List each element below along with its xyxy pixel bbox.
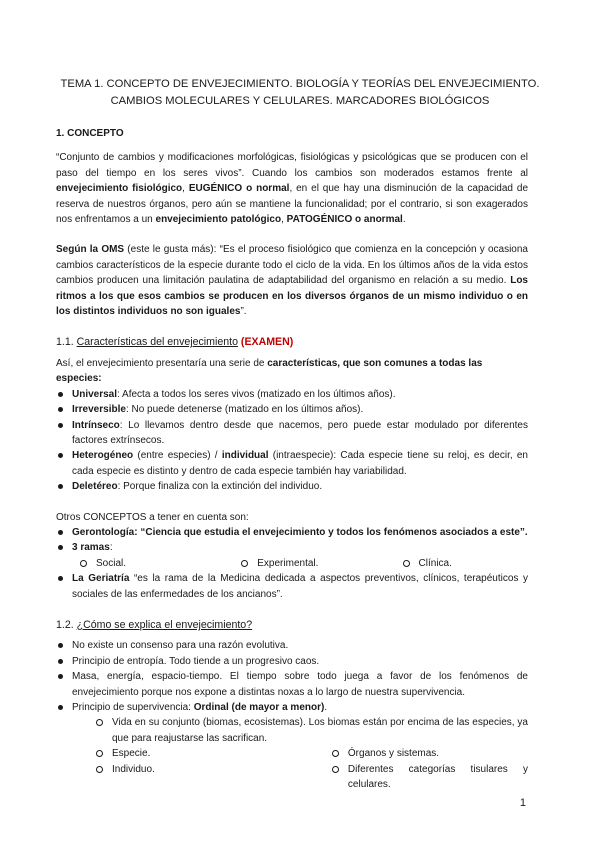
- list-item: [56, 418, 528, 449]
- concept-definition-paragraph: [56, 150, 528, 227]
- list-item: [56, 571, 528, 602]
- characteristics-intro: [56, 356, 528, 387]
- list-item: Experimental.: [241, 556, 402, 571]
- subsection-heading-explicacion: [56, 618, 528, 633]
- exam-tag: (EXAMEN): [240, 336, 294, 349]
- survival-col-left: [72, 746, 332, 792]
- text-run: ,: [281, 214, 287, 226]
- subsection-title: Características del envejecimiento: [76, 336, 238, 349]
- bold-term: PATOGÉNICO o anormal: [286, 214, 403, 226]
- text-run: .: [324, 702, 328, 713]
- text-run: : Afecta a todos los seres vivos (matizado en los últimos años).: [117, 388, 396, 400]
- text-run: :: [109, 542, 113, 554]
- text-run: : No puede detenerse (matizado en los últimos años).: [125, 404, 364, 416]
- list-item: [56, 479, 528, 494]
- list-item: [56, 387, 528, 402]
- text-run: (intraespecie): Cada especie tiene su reloj, es decir, en cada especie es distinto y dentro de cada especie también hay variabilidad.: [72, 450, 528, 477]
- bold-term: : “Ciencia que estudia el envejecimiento y todos los fenómenos asociados a este”.: [134, 526, 528, 538]
- page-title: [60, 76, 540, 110]
- bold-term: características, que son comunes a todas las especies:: [56, 357, 483, 385]
- text-run: : Porque finaliza con la extinción del individuo.: [117, 481, 323, 493]
- list-item: [56, 402, 528, 417]
- survival-col-right: [332, 746, 528, 792]
- text-run: : Lo llevamos dentro desde que nacemos, pero puede estar modulado por diferentes factores extrínsecos.: [72, 419, 528, 446]
- list-item: [56, 540, 528, 571]
- bold-term: Ordinal (de mayor a menor): [193, 702, 325, 713]
- bold-term: individual: [221, 450, 269, 462]
- list-item: Individuo.: [96, 762, 332, 777]
- bold-term: EUGÉNICO o normal: [188, 183, 290, 195]
- text-run: Así, el envejecimiento presentaría una serie de: [56, 357, 268, 369]
- characteristics-list: [56, 387, 528, 495]
- list-item: Diferentes categorías tisulares y celulares.: [332, 762, 528, 793]
- oms-definition-paragraph: [56, 242, 528, 319]
- bold-term: 3 ramas: [72, 542, 110, 554]
- bold-term: Los ritmos a los que esos cambios se producen en los diversos órganos de un mismo individuo o en los distintos individuos no son iguales: [56, 275, 528, 318]
- list-item: [56, 448, 528, 479]
- bold-term: Deletéreo: [72, 481, 118, 493]
- list-item: [56, 700, 528, 792]
- text-run: .: [402, 214, 406, 226]
- survival-grid: [72, 746, 528, 792]
- text-run: ,: [182, 183, 189, 195]
- page-number: 1: [519, 797, 526, 809]
- other-concepts-intro: Otros CONCEPTOS a tener en cuenta son:: [56, 511, 249, 523]
- list-item: Especie.: [96, 746, 332, 761]
- document-body: [56, 126, 528, 792]
- text-run: “es la rama de la Medicina dedicada a aspectos preventivos, clínicos, terapéuticos y sociales de las enfermedades de los ancianos”.: [72, 573, 528, 600]
- bold-term: envejecimiento patológico: [155, 214, 282, 226]
- subsection-heading-caracteristicas: [56, 335, 528, 350]
- text-run: , en el que hay una disminución de la capacidad de reserva de nuestros órganos, pero aún se mantiene la funcionalidad; por el contrario, si son exagerados nos enfrentamos a un: [56, 183, 529, 226]
- ramas-list: [72, 556, 528, 571]
- list-item: Masa, energía, espacio-tiempo. El tiempo sobre todo juega a favor de los fenómenos de envejecimiento porque nos expone a distintas noxas a lo largo de nuestra supervivencia.: [56, 669, 528, 700]
- other-concepts-list: [56, 525, 528, 602]
- text-run: (entre especies) /: [133, 450, 222, 462]
- section-heading-concepto: 1. CONCEPTO: [56, 128, 124, 139]
- list-item: Principio de entropía. Todo tiende a un progresivo caos.: [56, 654, 528, 669]
- bold-term: Universal: [72, 388, 118, 400]
- text-run: “Conjunto de cambios y modificaciones morfológicas, fisiológicas y psicológicas que se producen con el paso del tiempo en los seres vivos”. Cuando los cambios son moderados estamos frente al: [56, 152, 528, 179]
- title-line-2: CAMBIOS MOLECULARES Y CELULARES. MARCADORES BIOLÓGICOS: [110, 95, 490, 107]
- bold-term: envejecimiento fisiológico: [56, 183, 183, 195]
- title-line-1: TEMA 1. CONCEPTO DE ENVEJECIMIENTO. BIOLOGÍA Y TEORÍAS DEL ENVEJECIMIENTO.: [60, 78, 540, 90]
- list-item: [56, 525, 528, 540]
- bold-term: Intrínseco: [72, 419, 120, 431]
- text-run: Principio de supervivencia:: [72, 702, 194, 713]
- list-item: Social.: [80, 556, 241, 571]
- text-run: ”.: [240, 306, 247, 318]
- list-item: Clínica.: [403, 556, 528, 571]
- list-item: No existe un consenso para una razón evolutiva.: [56, 638, 528, 653]
- bold-term: Irreversible: [72, 404, 126, 416]
- bold-term: Según la OMS: [56, 244, 125, 256]
- bold-term: La Geriatría: [72, 573, 130, 585]
- survival-list: [72, 715, 528, 746]
- list-item: Vida en su conjunto (biomas, ecosistemas). Los biomas están por encima de las especies, ya que para reajustarse las sacrifican.: [96, 715, 528, 746]
- bold-term: Gerontología: [72, 526, 135, 538]
- subsection-title: ¿Cómo se explica el envejecimiento?: [76, 618, 253, 631]
- subsection-number: 1.2.: [56, 618, 77, 631]
- bold-term: Heterogéneo: [72, 450, 134, 462]
- list-item: Órganos y sistemas.: [332, 746, 528, 761]
- subsection-number: 1.1.: [56, 336, 77, 349]
- explanation-list: [56, 638, 528, 792]
- text-run: (este le gusta más): “Es el proceso fisiológico que comienza en la concepción y ocasiona cambios característicos de la especie durante todo el ciclo de la vida. En los últimos años de la vida estos cambios producen una limitación paulatina de adaptabilidad del organismo en relación a su medio.: [56, 244, 528, 287]
